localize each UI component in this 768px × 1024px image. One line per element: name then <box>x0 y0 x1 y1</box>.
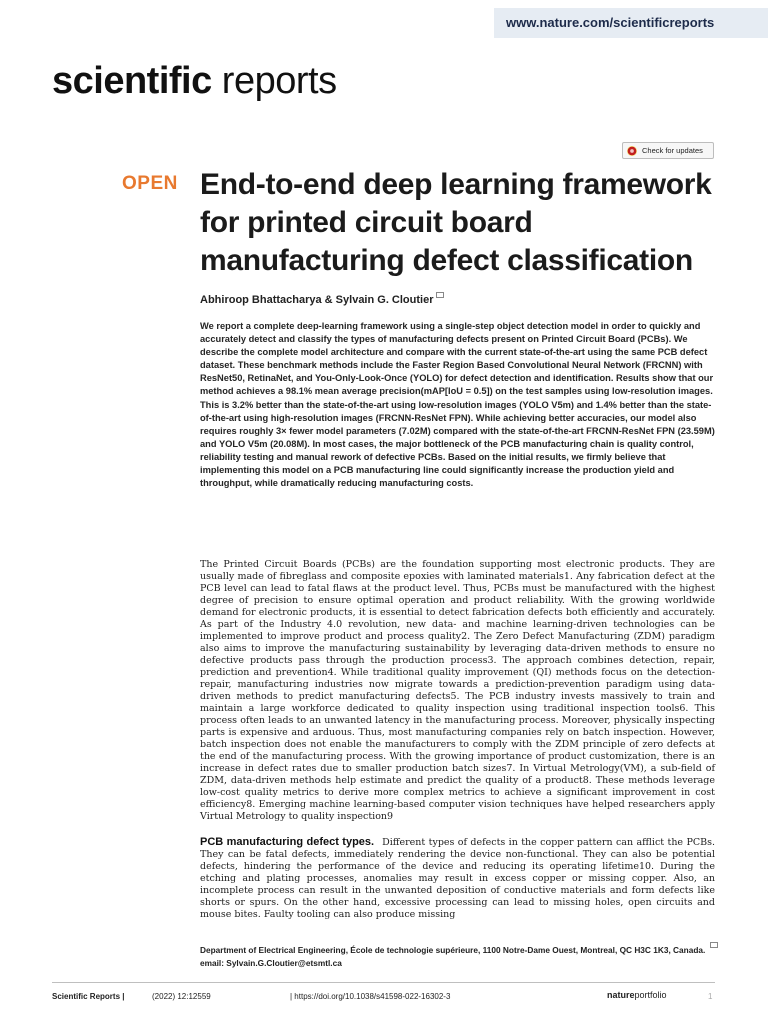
section-text: Different types of defects in the copper pattern can afflict the PCBs. They can be fatal defects, immediately rendering the device non-functional. They can also be potential defects, hindering the performance of the device and reducing its operating lifetime10. During the etching and plating processes, anomalies may result in excess copper or missing copper. Also, an incomplete process can result in the unwanted deposition of conductive materials and form defects like shorts or spurs. On the other hand, excessive processing can lead to missing holes, open circuits and mouse bites. Faulty tooling can also produce missing <box>200 837 715 920</box>
article-title: End-to-end deep learning framework for printed circuit board manufacturing defect classification <box>200 168 712 277</box>
publisher-logo <box>607 990 667 1000</box>
section-defect-types <box>200 836 715 921</box>
crossmark-icon <box>627 146 637 156</box>
footer-divider <box>52 982 715 983</box>
footer-journal <box>52 992 124 1001</box>
journal-logo <box>52 62 337 100</box>
email-icon <box>710 942 718 948</box>
check-for-updates-label: Check for updates <box>642 146 703 155</box>
abstract: We report a complete deep-learning framework using a single-step object detection model in order to quickly and accurately detect and classify the types of manufacturing defects present on Printed Circuit Board (PCBs). We describe the complete model architecture and compare with the current state-of-the-art using the same PCB defect dataset. These benchmark methods include the Faster Region Based Convolutional Neural Network (FRCNN) with ResNet50, RetinaNet, and You-Only-Look-Once (YOLO) for defect detection and identification. Results show that our method achieves a 98.1% mean average precision(mAP[IoU = 0.5]) on the test samples using low-resolution images. This is 3.2% better than the state-of-the-art using low-resolution images (YOLO V5m) and 1.4% better than the state-of-the-art using high-resolution images (FRCNN-ResNet FPN). While achieving better accuracies, our model also requires roughly 3× fewer model parameters (7.02M) compared with the state-of-the-art FRCNN-ResNet FPN (23.59M) and YOLO V5m (20.08M). In most cases, the major bottleneck of the PCB manufacturing chain is quality control, reliability testing and manual rework of defective PCBs. Based on the initial results, we firmly believe that implementing this model on a PCB manufacturing line could significantly increase the production yield and throughput, while dramatically reducing manufacturing costs. <box>200 321 715 489</box>
footer-doi[interactable]: | https://doi.org/10.1038/s41598-022-16302-3 <box>290 992 451 1001</box>
affiliation-text: Department of Electrical Engineering, École de technologie supérieure, 1100 Notre-Dame Ouest, Montreal, QC H3C 1K3, Canada. <box>200 945 706 955</box>
footer-journal-name: Scientific Reports | <box>52 992 125 1001</box>
journal-logo-light: reports <box>221 60 337 102</box>
section-heading: PCB manufacturing defect types. <box>200 836 375 848</box>
corresponding-email[interactable]: email: Sylvain.G.Cloutier@etsmtl.ca <box>200 958 342 968</box>
introduction-paragraph: The Printed Circuit Boards (PCBs) are the foundation supporting most electronic products. They are usually made of fibreglass and composite epoxies with laminated materials1. Any fabrication defect at the PCB level can lead to fatal flaws at the product level. Thus, PCBs must be manufactured with the highest degree of precision to ensure optimal operation and product reliability. With the growing worldwide demand for electronic products, it is essential to detect fabrication defects both efficiently and accurately. As part of the Industry 4.0 revolution, new data- and machine learning-driven technologies can be implemented to improve product and process quality2. The Zero Defect Manufacturing (ZDM) paradigm also aims to improve the manufacturing sustainability by leveraging data-driven methods to ensure no defective products pass through the production process3. The approach combines detection, repair, prediction and prevention4. While traditional quality improvement (QI) methods focus on the detection-repair, manufacturing industries now migrate towards a prediction-prevention paradigm using data-driven methods to predict manufacturing defects5. The PCB industry invests massively to train and maintain a large workforce dedicated to quality inspection using traditional inspection tools6. This process often leads to an unwanted latency in the manufacturing process. Moreover, physically inspecting parts is expensive and arduous. Thus, most manufacturing companies rely on batch inspection. However, batch inspection does not enable the manufacturers to comply with the ZDM principle of zero defects at the end of the manufacturing process. With the growing importance of product customization, there is an increase in defect rates due to smaller production batch sizes7. In Virtual Metrology(VM), a sub-field of ZDM, data-driven methods help estimate and predict the quality of a product8. These methods leverage low-cost quality metrics to derive more complex metrics to achieve a significant improvement in cost efficiency8. Emerging machine learning-based computer vision techniques have helped researchers apply Virtual Metrology to quality inspection9 <box>200 559 715 822</box>
check-for-updates-button[interactable] <box>622 142 714 159</box>
open-access-label: OPEN <box>122 173 178 194</box>
authors-text: Abhiroop Bhattacharya & Sylvain G. Cloutier <box>200 294 434 306</box>
author-list <box>200 292 444 306</box>
journal-logo-bold: scientific <box>52 60 212 102</box>
publisher-light: portfolio <box>634 990 667 1000</box>
publisher-bold: nature <box>607 990 635 1000</box>
page-number: 1 <box>708 992 713 1001</box>
journal-url[interactable]: www.nature.com/scientificreports <box>494 8 768 38</box>
email-icon[interactable] <box>436 292 444 298</box>
footer-year-volume: (2022) 12:12559 <box>152 992 211 1001</box>
affiliation <box>200 942 720 970</box>
